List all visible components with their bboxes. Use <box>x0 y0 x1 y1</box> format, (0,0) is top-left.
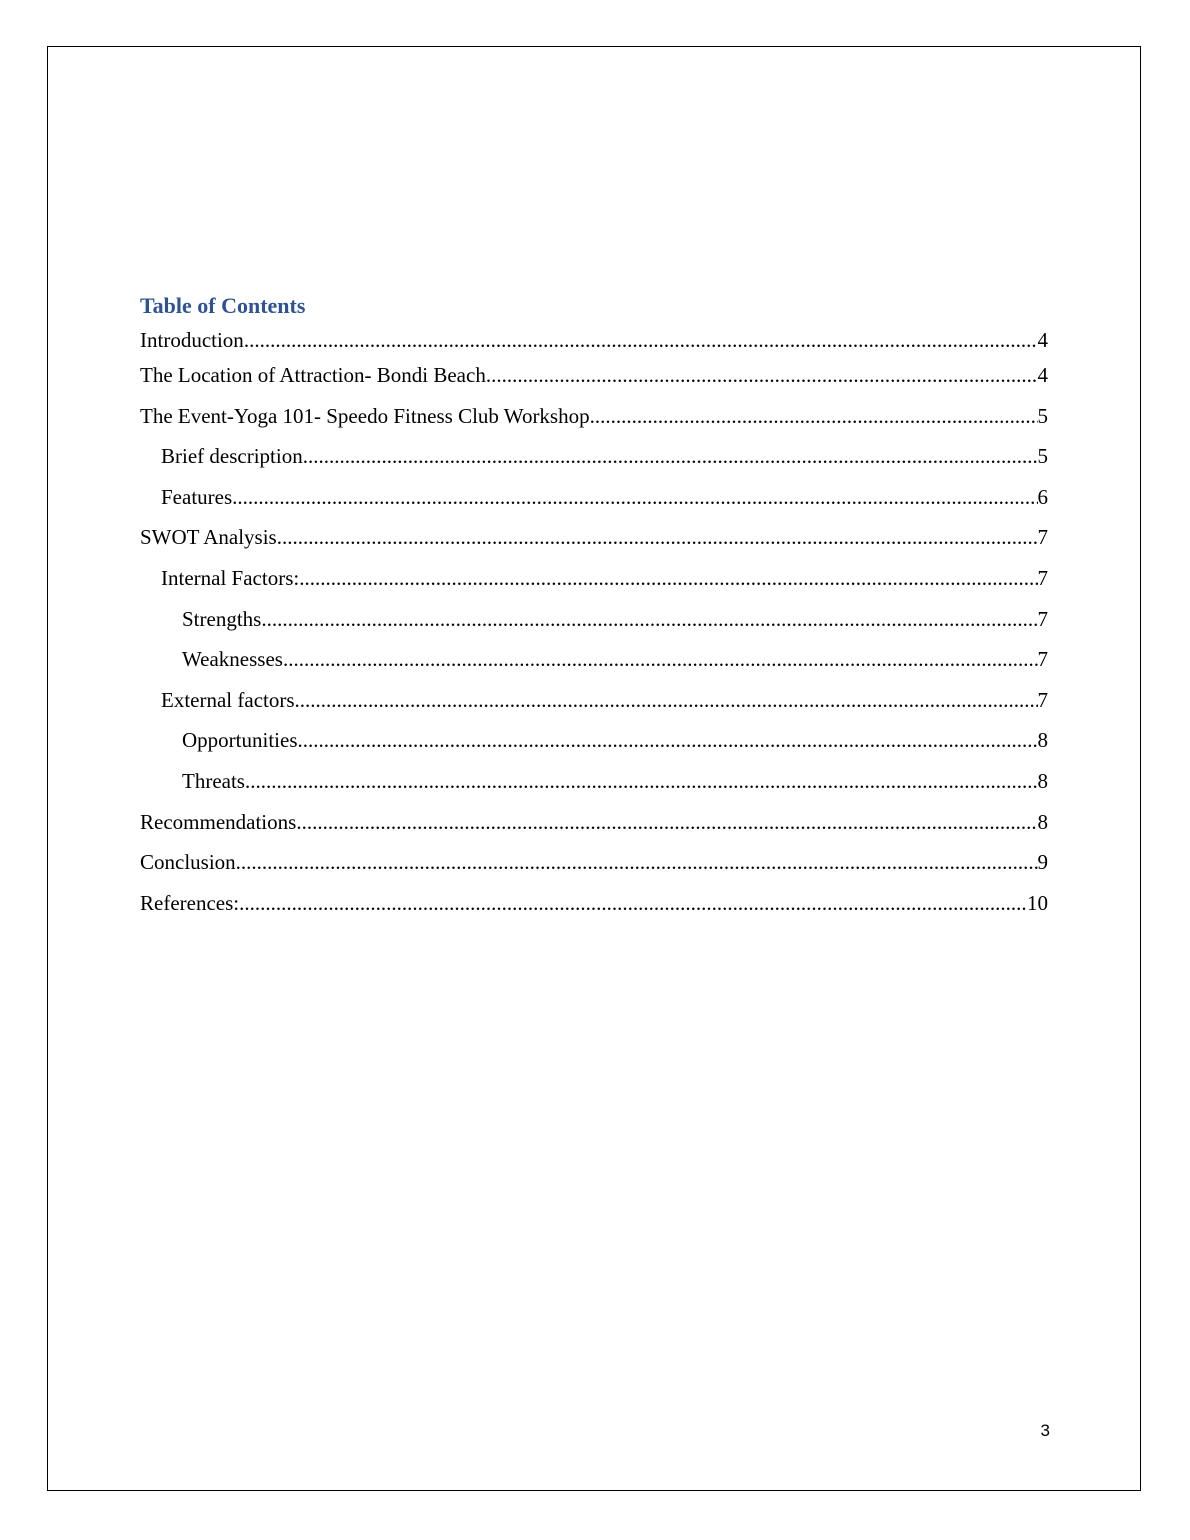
toc-entry-label: References: <box>140 890 240 915</box>
toc-entry-label: External factors <box>161 687 295 712</box>
toc-entry-page: 8 <box>1037 728 1048 753</box>
toc-list <box>140 325 1048 923</box>
dot-leader <box>295 680 1038 721</box>
toc-entry-internal-factors[interactable] <box>140 558 1048 599</box>
dot-leader <box>236 842 1038 883</box>
toc-entry-page: 7 <box>1037 565 1048 590</box>
toc-entry-page: 8 <box>1037 768 1048 793</box>
toc-entry-page: 8 <box>1037 809 1048 834</box>
toc-entry-page: 5 <box>1037 403 1048 428</box>
dot-leader <box>486 355 1038 396</box>
toc-entry-page: 9 <box>1037 850 1048 875</box>
toc-entry-label: Strengths <box>182 606 262 631</box>
toc-entry-label: Introduction <box>140 328 244 352</box>
dot-leader <box>296 802 1037 843</box>
toc-entry-label: The Event-Yoga 101- Speedo Fitness Club Workshop <box>140 403 590 428</box>
toc-entry-label: Conclusion <box>140 850 236 875</box>
toc-entry-swot-analysis[interactable] <box>140 517 1048 558</box>
toc-entry-label: The Location of Attraction- Bondi Beach <box>140 363 486 387</box>
dot-leader <box>299 558 1037 599</box>
toc-entry-page: 4 <box>1037 363 1048 387</box>
toc-entry-label: Recommendations <box>140 809 297 834</box>
dot-leader <box>277 517 1038 558</box>
dot-leader <box>239 883 1027 924</box>
toc-entry-introduction[interactable] <box>140 325 1048 355</box>
toc-heading: Table of Contents <box>140 293 306 318</box>
toc-entry-label: Opportunities <box>182 728 298 753</box>
toc-entry-threats[interactable] <box>140 761 1048 802</box>
toc-entry-label: Threats <box>182 768 245 793</box>
toc-entry-label: Brief description <box>161 444 303 469</box>
dot-leader <box>261 599 1037 640</box>
toc-entry-page: 7 <box>1037 647 1048 672</box>
toc-entry-external-factors[interactable] <box>140 680 1048 721</box>
page-number: 3 <box>1040 1421 1050 1440</box>
toc-entry-page: 6 <box>1037 484 1048 509</box>
toc-entry-label: SWOT Analysis <box>140 525 277 550</box>
dot-leader <box>232 477 1037 518</box>
toc-entry-label: Weaknesses <box>182 647 283 672</box>
toc-entry-label: Internal Factors: <box>161 565 300 590</box>
toc-entry-page: 7 <box>1037 687 1048 712</box>
toc-entry-page: 7 <box>1037 606 1048 631</box>
dot-leader <box>283 639 1038 680</box>
dot-leader <box>245 761 1038 802</box>
dot-leader <box>590 396 1038 437</box>
toc-entry-event[interactable] <box>140 396 1048 437</box>
toc-entry-conclusion[interactable] <box>140 842 1048 883</box>
toc-entry-label: Features <box>161 484 233 509</box>
dot-leader <box>244 325 1038 355</box>
toc-entry-page: 5 <box>1037 444 1048 469</box>
dot-leader <box>298 720 1038 761</box>
toc-entry-strengths[interactable] <box>140 599 1048 640</box>
toc-entry-page: 10 <box>1027 890 1048 915</box>
toc-entry-brief-description[interactable] <box>140 436 1048 477</box>
toc-entry-opportunities[interactable] <box>140 720 1048 761</box>
toc-entry-location[interactable] <box>140 355 1048 396</box>
dot-leader <box>303 436 1038 477</box>
table-of-contents <box>140 291 1048 923</box>
toc-entry-references[interactable] <box>140 883 1048 924</box>
toc-entry-weaknesses[interactable] <box>140 639 1048 680</box>
toc-entry-features[interactable] <box>140 477 1048 518</box>
toc-entry-page: 4 <box>1037 328 1048 352</box>
toc-entry-page: 7 <box>1037 525 1048 550</box>
toc-entry-recommendations[interactable] <box>140 802 1048 843</box>
